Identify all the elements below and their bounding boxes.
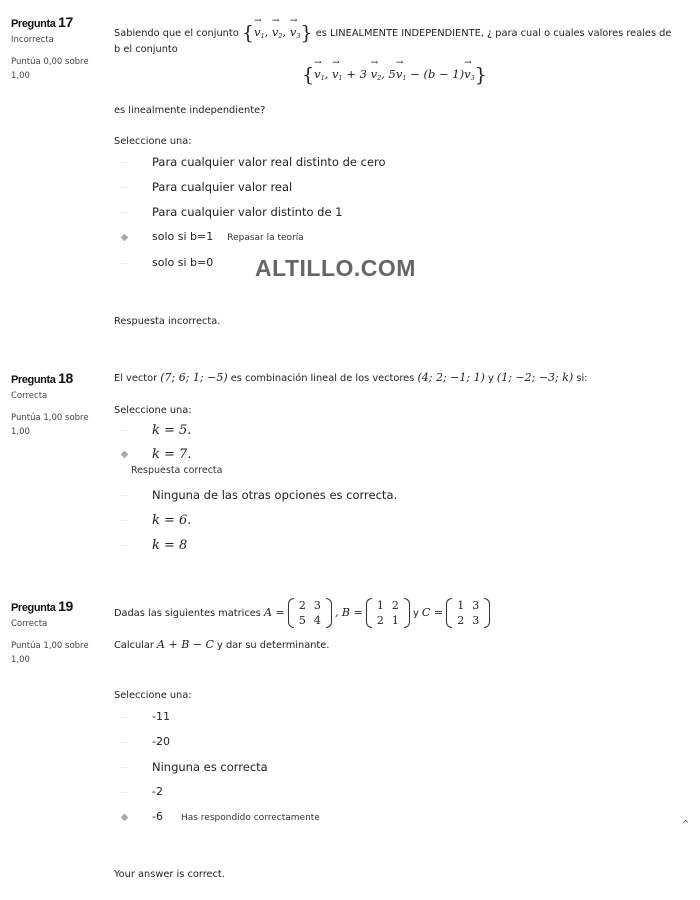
question-state: Incorrecta [11,35,54,45]
vector-formula: (7; 6; 1; −5) [160,371,228,384]
radio-button-icon[interactable]: ⋯ [120,763,129,772]
radio-button-icon[interactable]: ⋯ [120,788,129,797]
question-grade: Puntúa 1,00 sobre 1,00 [11,641,89,665]
option-label: k = 8 [152,538,188,553]
matrix-a: 2 3 5 4 [288,598,332,628]
vector-formula: (4; 2; −1; 1) [417,371,485,384]
option-label: k = 7. [152,447,192,462]
option[interactable] [114,513,674,533]
option-selected[interactable] [114,447,674,479]
radio-checked-icon[interactable]: ◆ [120,232,129,243]
option[interactable] [114,538,674,558]
option-label: -2 [152,785,163,798]
option[interactable] [114,735,674,755]
question-grade: Puntúa 1,00 sobre 1,00 [11,413,89,437]
question-number: Pregunta 19 [11,598,73,614]
result-message: Respuesta incorrecta. [114,316,221,327]
radio-checked-icon[interactable]: ◆ [120,449,129,460]
radio-button-icon[interactable]: ⋯ [120,208,129,217]
question-text-part: Dadas las siguientes matrices [114,608,261,619]
question-info [11,370,101,439]
option[interactable] [114,785,674,805]
vector-formula: (1; −2; −3; k) [496,371,574,384]
question-text-part: es LINEALMENTE INDEPENDIENTE, ¿ para cual o cuales valores reales de [315,28,672,39]
matrix-b: 1 2 2 1 [366,598,410,628]
vector-set-formula: {→ $v_1$, → $v_2$, → $v_3$} [242,25,313,39]
question-number: Pregunta 18 [11,370,73,386]
question-text-part: Calcular [114,640,154,651]
option-label: -11 [152,710,170,723]
option[interactable] [114,180,674,200]
question-text-part: y [412,608,419,619]
radio-button-icon[interactable]: ⋯ [120,516,129,525]
question-state: Correcta [11,391,48,401]
option-label: Ninguna es correcta [152,760,268,774]
matrix-expression: A + B − C [157,638,214,651]
option-label: solo si b=0 [152,256,214,269]
radio-button-icon[interactable]: ⋯ [120,738,129,747]
select-label: Seleccione una: [114,136,192,147]
question-info [11,14,101,83]
option-selected[interactable] [114,810,674,830]
select-label: Seleccione una: [114,405,192,416]
radio-button-icon[interactable]: ⋯ [120,426,129,435]
option-label: -6 [152,810,163,823]
radio-button-icon[interactable]: ⋯ [120,158,129,167]
question-text-part: si: [576,373,588,384]
option[interactable] [114,710,674,730]
question-text-part: es combinación lineal de los vectores [230,373,415,384]
question-text-part: El vector [114,373,158,384]
radio-checked-icon[interactable]: ◆ [120,812,129,823]
question-state: Correcta [11,619,48,629]
option[interactable] [114,205,674,225]
radio-button-icon[interactable]: ⋯ [120,541,129,550]
option-feedback: Has respondido correctamente [180,813,320,823]
option-label: k = 5. [152,423,192,438]
option-label: Para cualquier valor real [152,180,293,194]
question-grade: Puntúa 0,00 sobre 1,00 [11,57,89,81]
vector-set-formula-2: {→ $v_1$, → $v_1 + 3 \to v_2$, $5\to v_1 - (b - 1)\to v_3$} [302,64,487,86]
option[interactable] [114,488,674,508]
option[interactable] [114,423,674,443]
matrix-name: , B = [334,606,363,619]
radio-button-icon[interactable]: ⋯ [120,491,129,500]
option-label: Ninguna de las otras opciones es correcta. [152,488,398,502]
option-label: Para cualquier valor real distinto de cero [152,155,386,169]
question-number: Pregunta 17 [11,14,73,30]
matrix-name: A = [264,606,285,619]
radio-button-icon[interactable]: ⋯ [120,259,129,268]
option-label: Para cualquier valor distinto de 1 [152,205,343,219]
option-feedback: Repasar la teoría [227,233,304,243]
watermark-text: ALTILLO.COM [255,255,416,281]
result-message: Your answer is correct. [114,869,225,880]
question-text-part: y dar su determinante. [217,640,330,651]
option[interactable] [114,155,674,175]
option-label: -20 [152,735,170,748]
option-selected[interactable] [114,230,674,250]
question-info [11,598,101,667]
radio-button-icon[interactable]: ⋯ [120,713,129,722]
option-label: solo si b=1 [152,230,214,243]
question-text-part: y [487,373,494,384]
scroll-up-icon[interactable]: ⌃ [681,818,691,831]
question-text-part: b el conjunto [114,44,178,55]
option-feedback: Respuesta correcta [131,465,223,476]
radio-button-icon[interactable]: ⋯ [120,183,129,192]
matrix-c: 1 3 2 3 [446,598,490,628]
matrix-name: C = [421,606,444,619]
select-label: Seleccione una: [114,690,192,701]
question-text-part: Sabiendo que el conjunto [114,28,239,39]
option-label: k = 6. [152,513,192,528]
option[interactable] [114,760,674,780]
question-text-part: es linealmente independiente? [114,105,266,116]
